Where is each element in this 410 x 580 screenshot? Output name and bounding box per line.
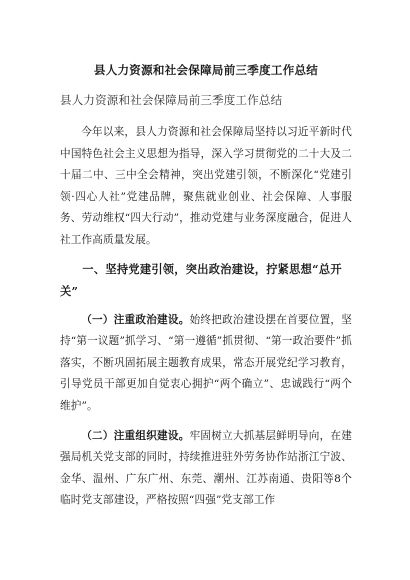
item-1-text: 始终把政治建设摆在首要位置，坚持“第一议题”抓学习、“第一遵循”抓贯彻、“第一政治要件”抓落实，不断巩固拓展主题教育成果，常态开展党纪学习教育，引导党员干部更加自觉衷心拥护“两个确立”、忠诚践行“两个维护”。 — [60, 313, 353, 412]
item-1-paragraph — [60, 310, 352, 418]
item-2-paragraph — [60, 426, 352, 512]
intro-paragraph: 今年以来，县人力资源和社会保障局坚持以习近平新时代中国特色社会主义思想为指导，深入学习贯彻党的二十大及二十届二中、三中全会精神，突出党建引领，不断深化“党建引领·四心人社”党建品牌，聚焦就业创业、社会保障、人事服务、劳动维权“四大行动”，推动党建与业务深度融合，促进人社工作高质量发展。 — [60, 126, 352, 246]
document-title: 县人力资源和社会保障局前三季度工作总结 — [93, 63, 319, 77]
section-1-heading: 一、坚持党建引领，突出政治建设，拧紧思想“总开关” — [60, 261, 342, 298]
item-1-lead: （一）注重政治建设。 — [81, 313, 190, 326]
item-2-lead: （二）注重组织建设。 — [81, 429, 190, 442]
item-2-text: 牢固树立大抓基层鲜明导向，在建强局机关党支部的同时，持续推进驻外劳务协作站浙江宁波、金华、温州、广东广州、东莞、潮州、江苏南通、贵阳等8个临时党支部建设，严格按照“四强”党支部工作 — [60, 429, 353, 507]
document-subtitle: 县人力资源和社会保障局前三季度工作总结 — [60, 93, 283, 107]
